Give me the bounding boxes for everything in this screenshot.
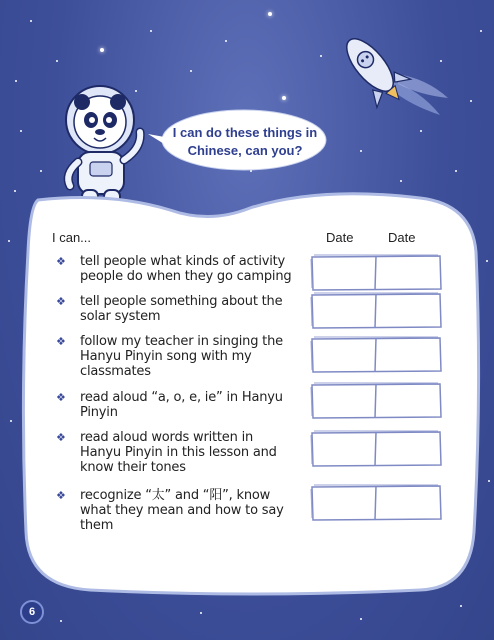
diamond-bullet-icon: ❖ bbox=[56, 391, 66, 404]
list-item: ❖ tell people something about the solar system bbox=[56, 294, 283, 324]
diamond-bullet-icon: ❖ bbox=[56, 295, 66, 308]
rocket-icon bbox=[330, 20, 450, 120]
date-boxes-row-4 bbox=[310, 382, 442, 420]
date-boxes-row-1 bbox=[310, 254, 442, 292]
list-item: ❖ read aloud “a, o, e, ie” in Hanyu Pinyin bbox=[56, 390, 283, 420]
speech-bubble-text: I can do these things in Chinese, can you? bbox=[172, 125, 318, 158]
diamond-bullet-icon: ❖ bbox=[56, 255, 66, 268]
rocket-illustration bbox=[330, 20, 450, 120]
list-item: ❖ read aloud words written in Hanyu Pinyin in this lesson and know their tones bbox=[56, 430, 277, 475]
date-column-header-1: Date bbox=[326, 230, 354, 245]
date-boxes-row-6 bbox=[310, 484, 442, 522]
page-number: 6 bbox=[20, 600, 44, 624]
list-item: ❖ follow my teacher in singing the Hanyu Pinyin song with my classmates bbox=[56, 334, 283, 379]
i-can-heading: I can... bbox=[52, 230, 92, 245]
diamond-bullet-icon: ❖ bbox=[56, 489, 66, 502]
date-boxes-row-5 bbox=[310, 430, 442, 468]
date-boxes-row-2 bbox=[310, 292, 442, 330]
list-item: ❖ tell people what kinds of activity people do when they go camping bbox=[56, 254, 292, 284]
list-item: ❖ recognize “太” and “阳”, know what they mean and how to say them bbox=[56, 488, 284, 533]
diamond-bullet-icon: ❖ bbox=[56, 335, 66, 348]
diamond-bullet-icon: ❖ bbox=[56, 431, 66, 444]
date-column-header-2: Date bbox=[388, 230, 416, 245]
date-boxes-row-3 bbox=[310, 336, 442, 374]
